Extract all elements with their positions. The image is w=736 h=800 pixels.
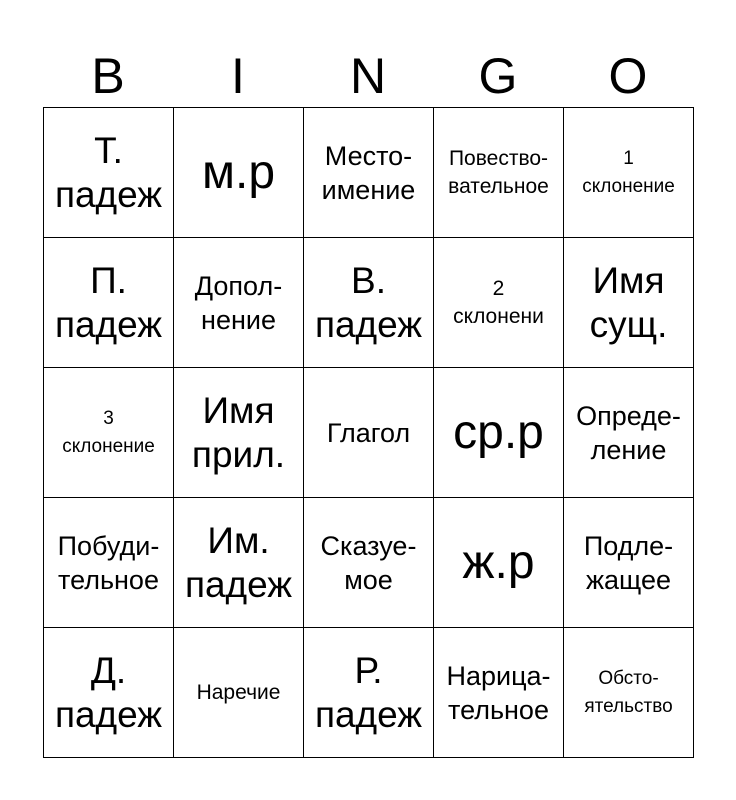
bingo-cell-r4-c2[interactable]: [174, 498, 304, 628]
bingo-cell-r1-c3[interactable]: [304, 108, 434, 238]
bingo-cell-r1-c4[interactable]: [434, 108, 564, 238]
cell-label: Р. падеж: [314, 649, 423, 735]
cell-label: Т. падеж: [54, 129, 163, 215]
bingo-cell-r4-c3[interactable]: [304, 498, 434, 628]
cell-label: Глагол: [326, 417, 411, 448]
bingo-cell-r5-c1[interactable]: [44, 628, 174, 758]
cell-label: Наречие: [196, 680, 281, 704]
cell-label: Обсто- ятельство: [584, 667, 673, 717]
bingo-cell-r1-c1[interactable]: [44, 108, 174, 238]
bingo-cell-r5-c4[interactable]: [434, 628, 564, 758]
cell-label: Д. падеж: [54, 649, 163, 735]
cell-label: ср.р: [453, 405, 544, 459]
cell-label: Сказуе- мое: [320, 530, 417, 595]
bingo-cell-r5-c5[interactable]: [564, 628, 694, 758]
bingo-cell-r3-c5[interactable]: [564, 368, 694, 498]
cell-label: Им. падеж: [184, 519, 293, 605]
bingo-cell-r3-c2[interactable]: [174, 368, 304, 498]
cell-label: Нарица- тельное: [446, 660, 551, 725]
cell-label: Имя сущ.: [589, 259, 668, 345]
bingo-cell-r2-c4[interactable]: [434, 238, 564, 368]
bingo-cell-r4-c5[interactable]: [564, 498, 694, 628]
cell-label: П. падеж: [54, 259, 163, 345]
header-letter-b: B: [91, 48, 125, 104]
cell-label: 3 склонение: [62, 407, 155, 457]
header-letter-g: G: [478, 48, 518, 104]
cell-label: Место- имение: [321, 140, 416, 205]
bingo-header: [43, 44, 693, 108]
bingo-cell-r2-c5[interactable]: [564, 238, 694, 368]
bingo-cell-r3-c3[interactable]: [304, 368, 434, 498]
cell-label: Допол- нение: [194, 270, 283, 335]
bingo-cell-r2-c2[interactable]: [174, 238, 304, 368]
header-letter-n: N: [349, 48, 387, 104]
cell-label: Побуди- тельное: [57, 530, 160, 595]
cell-label: В. падеж: [314, 259, 423, 345]
bingo-cell-r4-c4[interactable]: [434, 498, 564, 628]
cell-label: м.р: [201, 145, 276, 199]
bingo-card: [43, 107, 694, 758]
bingo-cell-r3-c4[interactable]: [434, 368, 564, 498]
bingo-cell-r4-c1[interactable]: [44, 498, 174, 628]
bingo-cell-r5-c2[interactable]: [174, 628, 304, 758]
header-letter-i: I: [231, 48, 245, 104]
bingo-cell-r2-c3[interactable]: [304, 238, 434, 368]
bingo-cell-r1-c5[interactable]: [564, 108, 694, 238]
cell-label: Имя прил.: [191, 389, 286, 475]
cell-label: 2 склонени: [453, 276, 544, 328]
cell-label: Подле- жащее: [583, 530, 674, 595]
bingo-cell-r5-c3[interactable]: [304, 628, 434, 758]
cell-label: ж.р: [462, 535, 535, 589]
cell-label: Опреде- ление: [576, 400, 681, 465]
header-letter-o: O: [608, 48, 648, 104]
bingo-cell-r1-c2[interactable]: [174, 108, 304, 238]
cell-label: 1 склонение: [582, 147, 675, 197]
bingo-cell-r2-c1[interactable]: [44, 238, 174, 368]
bingo-cell-r3-c1[interactable]: [44, 368, 174, 498]
cell-label: Повество- вательное: [448, 146, 549, 198]
